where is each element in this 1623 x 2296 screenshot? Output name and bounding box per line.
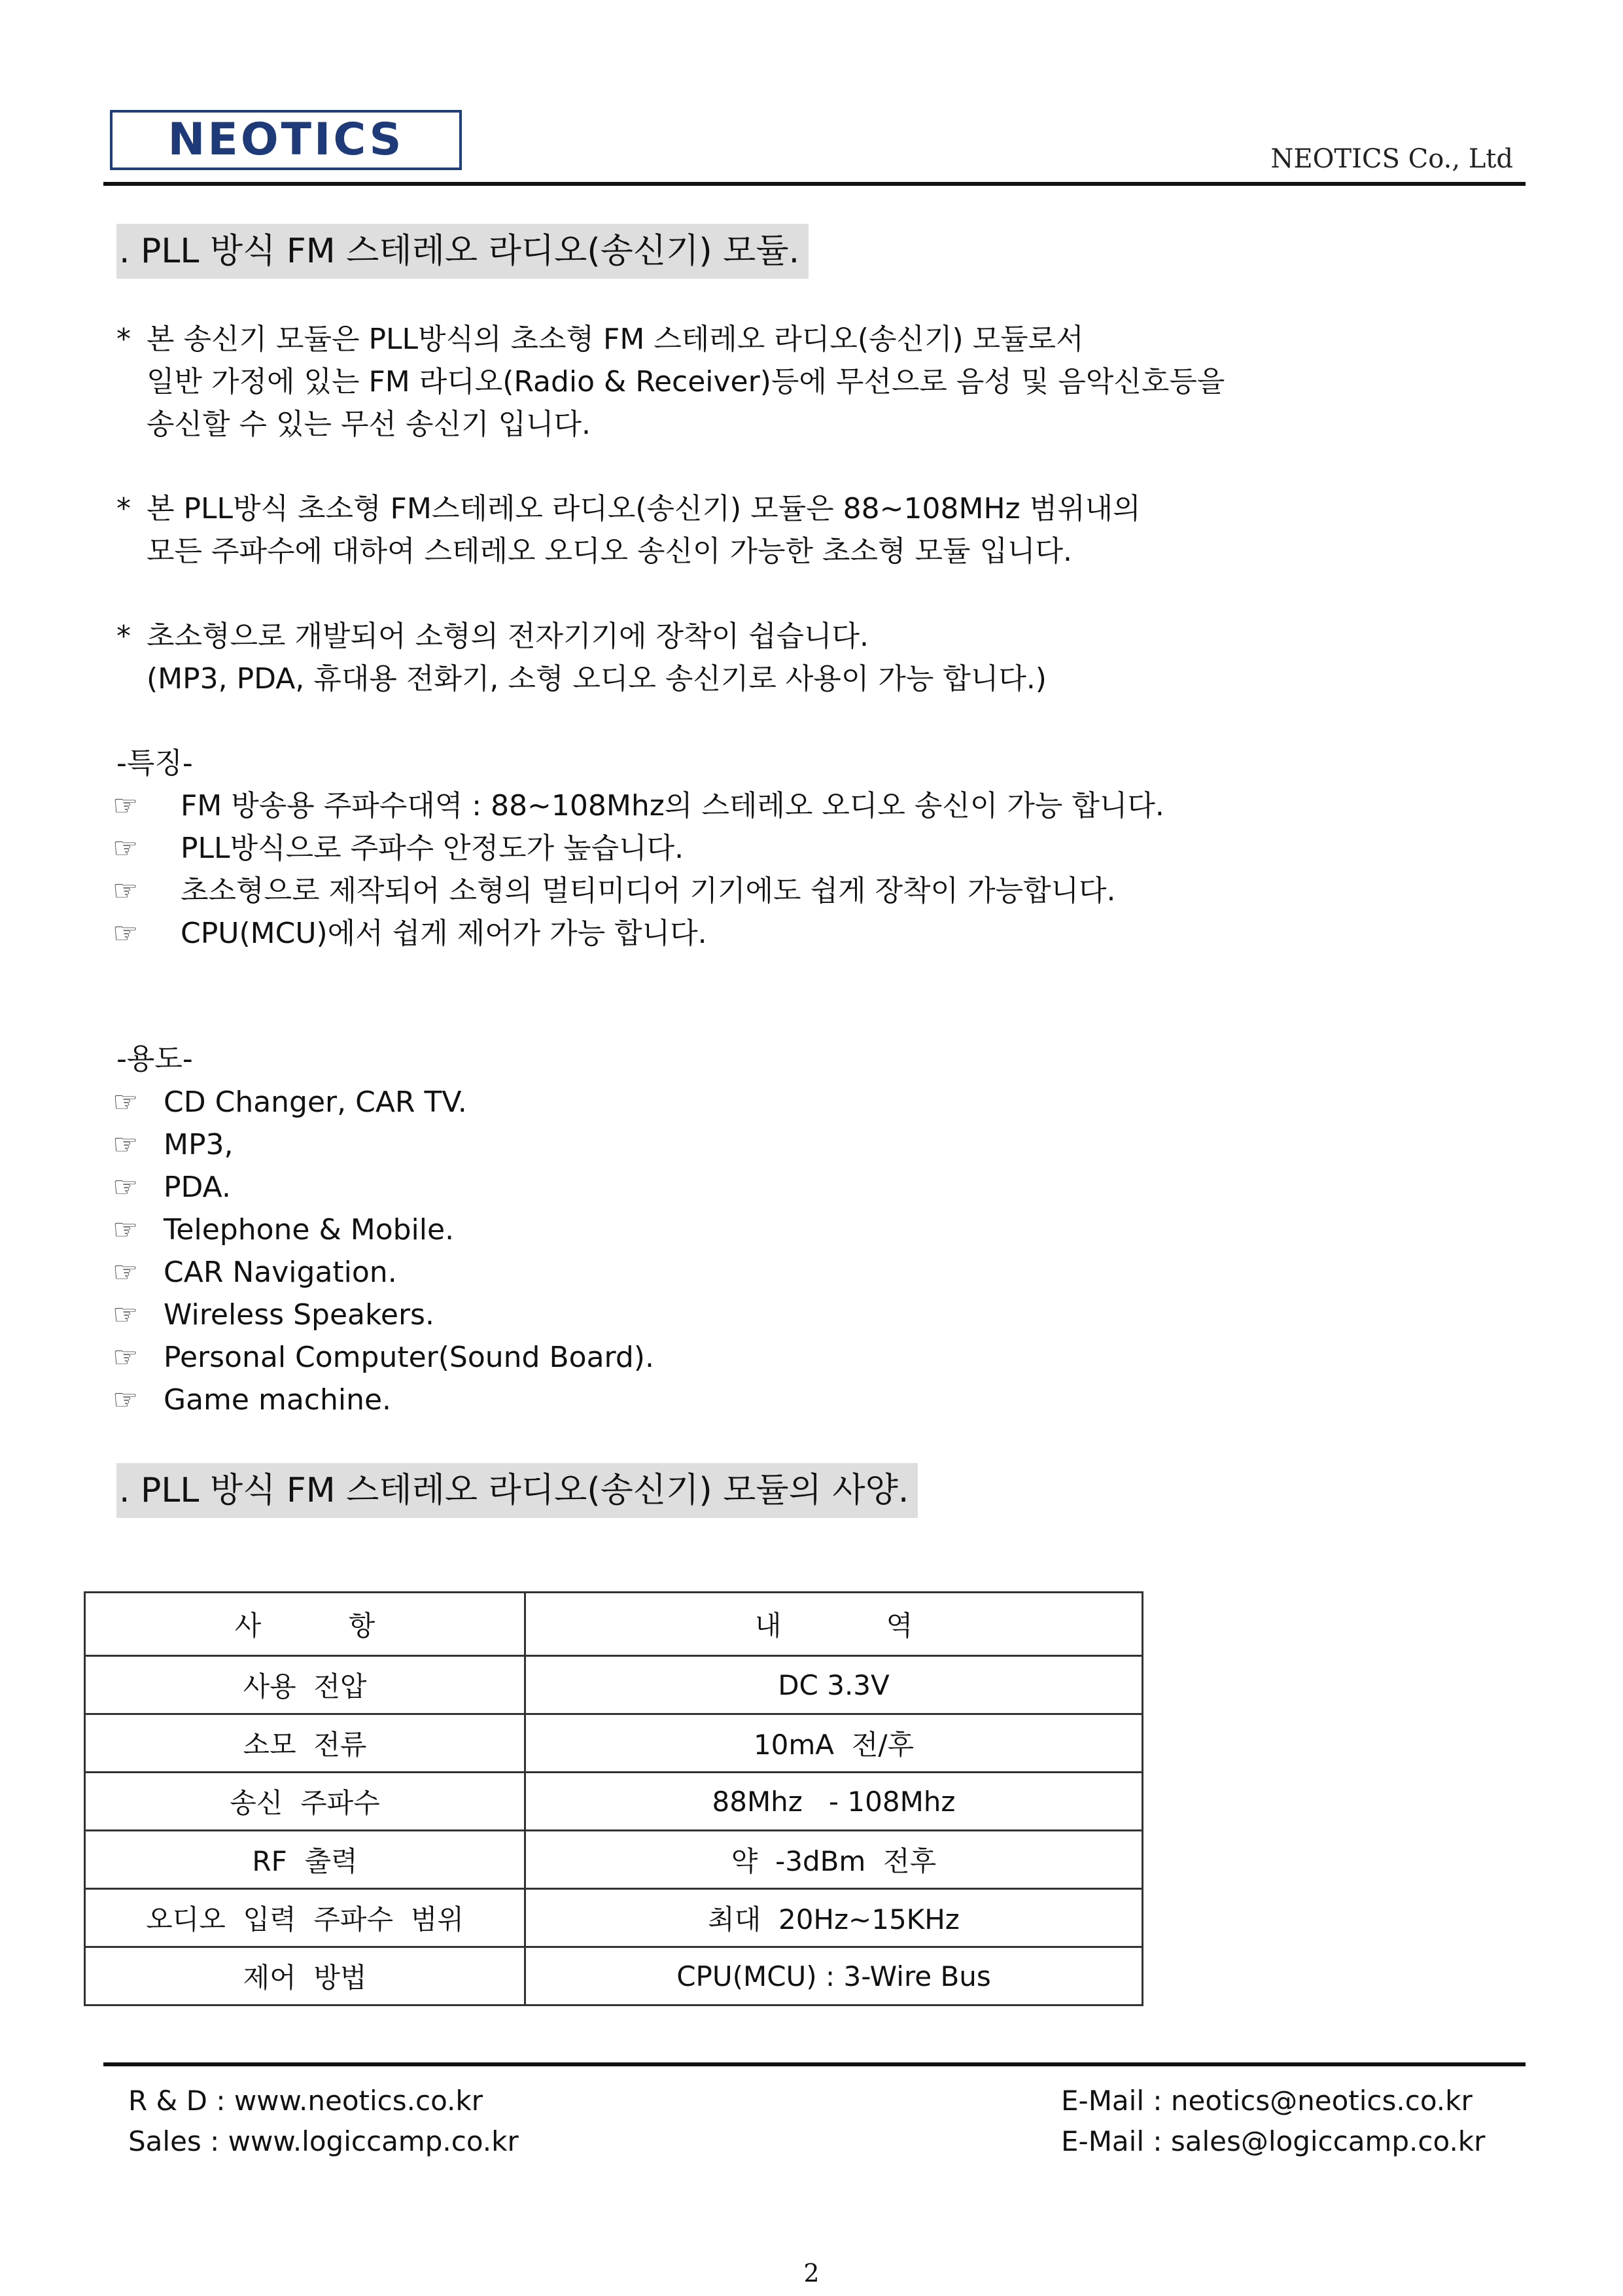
- features-heading: -특징-: [116, 747, 193, 780]
- table-row: [85, 1714, 1143, 1773]
- table-cell-item: 송신 주파수: [85, 1773, 525, 1831]
- list-item-text: PLL방식으로 주파수 안정도가 높습니다.: [181, 832, 684, 865]
- uses-heading: -용도-: [116, 1042, 193, 1076]
- table-header-row: [85, 1593, 1143, 1656]
- page-number: 2: [803, 2259, 820, 2287]
- table-cell-detail: 약 -3dBm 전후: [525, 1831, 1143, 1889]
- paragraph-line: 일반 가정에 있는 FM 라디오(Radio & Receiver)등에 무선으로 음성 및 음악신호등을: [147, 365, 1225, 398]
- list-item: [113, 1123, 654, 1166]
- pointing-hand-icon: ☞: [113, 874, 139, 908]
- paragraph-line: 모든 주파수에 대하여 스테레오 오디오 송신이 가능한 초소형 모듈 입니다.: [147, 535, 1072, 568]
- list-item-text: 초소형으로 제작되어 소형의 멀티미디어 기기에도 쉽게 장착이 가능합니다.: [181, 874, 1116, 908]
- table-row: [85, 1831, 1143, 1889]
- list-item-text: CD Changer, CAR TV.: [164, 1086, 467, 1119]
- pointing-hand-icon: ☞: [113, 917, 139, 950]
- header-rule: [103, 182, 1526, 186]
- pointing-hand-icon: ☞: [113, 1341, 139, 1374]
- asterisk-bullet: *: [116, 492, 131, 525]
- footer-sales-link[interactable]: Sales : www.logiccamp.co.kr: [128, 2125, 519, 2157]
- paragraph-line: 본 송신기 모듈은 PLL방식의 초소형 FM 스테레오 라디오(송신기) 모듈로서: [147, 323, 1084, 356]
- list-item-text: PDA.: [164, 1171, 231, 1204]
- intro-paragraph-2: [116, 487, 1523, 573]
- pointing-hand-icon: ☞: [113, 1213, 139, 1246]
- paragraph-line: 초소형으로 개발되어 소형의 전자기기에 장착이 쉽습니다.: [147, 620, 869, 653]
- footer-rd-link[interactable]: R & D : www.neotics.co.kr: [128, 2085, 483, 2117]
- paragraph-line: 송신할 수 있는 무선 송신기 입니다.: [147, 408, 591, 441]
- list-item-text: CAR Navigation.: [164, 1256, 397, 1289]
- section-title-specifications: . PLL 방식 FM 스테레오 라디오(송신기) 모듈의 사양.: [116, 1463, 918, 1518]
- intro-paragraph-1: [116, 318, 1523, 446]
- footer-email-neotics[interactable]: E-Mail : neotics@neotics.co.kr: [1061, 2085, 1473, 2117]
- table-cell-item: 사용 전압: [85, 1656, 525, 1714]
- pointing-hand-icon: ☞: [113, 1298, 139, 1332]
- table-row: [85, 1773, 1143, 1831]
- uses-list: [113, 1081, 654, 1421]
- table-cell-detail: DC 3.3V: [525, 1656, 1143, 1714]
- footer-email-sales[interactable]: E-Mail : sales@logiccamp.co.kr: [1061, 2125, 1486, 2157]
- list-item-text: Personal Computer(Sound Board).: [164, 1341, 654, 1374]
- company-name: NEOTICS Co., Ltd: [1270, 144, 1513, 174]
- list-item: [113, 1294, 654, 1336]
- list-item: [113, 1251, 654, 1294]
- table-cell-detail: CPU(MCU) : 3-Wire Bus: [525, 1947, 1143, 2005]
- asterisk-bullet: *: [116, 620, 131, 653]
- list-item-text: MP3,: [164, 1128, 234, 1161]
- table-cell-item: 제어 방법: [85, 1947, 525, 2005]
- list-item: [113, 1336, 654, 1379]
- list-item: [113, 785, 1164, 827]
- table-row: [85, 1947, 1143, 2005]
- pointing-hand-icon: ☞: [113, 1086, 139, 1119]
- pointing-hand-icon: ☞: [113, 832, 139, 865]
- pointing-hand-icon: ☞: [113, 789, 139, 822]
- section-title-overview: . PLL 방식 FM 스테레오 라디오(송신기) 모듈.: [116, 224, 809, 279]
- intro-paragraph-3: [116, 615, 1523, 700]
- logo-text: NEOTICS: [167, 114, 404, 166]
- asterisk-bullet: *: [116, 323, 131, 356]
- list-item-text: Telephone & Mobile.: [164, 1213, 455, 1246]
- pointing-hand-icon: ☞: [113, 1256, 139, 1289]
- list-item-text: Wireless Speakers.: [164, 1298, 434, 1332]
- list-item-text: Game machine.: [164, 1383, 392, 1417]
- table-cell-item: 소모 전류: [85, 1714, 525, 1773]
- table-cell-detail: 최대 20Hz~15KHz: [525, 1889, 1143, 1947]
- table-row: [85, 1889, 1143, 1947]
- list-item: [113, 1209, 654, 1251]
- list-item: [113, 1379, 654, 1421]
- pointing-hand-icon: ☞: [113, 1383, 139, 1417]
- list-item: [113, 1166, 654, 1209]
- list-item: [113, 1081, 654, 1123]
- table-cell-detail: 88Mhz - 108Mhz: [525, 1773, 1143, 1831]
- list-item-text: FM 방송용 주파수대역 : 88~108Mhz의 스테레오 오디오 송신이 가능 합니다.: [181, 789, 1164, 822]
- list-item: [113, 870, 1164, 912]
- table-cell-item: RF 출력: [85, 1831, 525, 1889]
- features-list: [113, 785, 1164, 955]
- paragraph-line: 본 PLL방식 초소형 FM스테레오 라디오(송신기) 모듈은 88~108MHz 범위내의: [147, 492, 1141, 525]
- list-item: [113, 912, 1164, 955]
- table-cell-detail: 10mA 전/후: [525, 1714, 1143, 1773]
- pointing-hand-icon: ☞: [113, 1171, 139, 1204]
- paragraph-line: (MP3, PDA, 휴대용 전화기, 소형 오디오 송신기로 사용이 가능 합니다.): [147, 662, 1047, 696]
- column-header-item: 사 항: [85, 1593, 525, 1656]
- list-item-text: CPU(MCU)에서 쉽게 제어가 가능 합니다.: [181, 917, 707, 950]
- table-row: [85, 1656, 1143, 1714]
- neotics-logo: [110, 110, 462, 170]
- list-item: [113, 827, 1164, 870]
- pointing-hand-icon: ☞: [113, 1128, 139, 1161]
- footer-rule: [103, 2062, 1526, 2066]
- spec-table: [84, 1591, 1143, 2006]
- table-cell-item: 오디오 입력 주파수 범위: [85, 1889, 525, 1947]
- column-header-detail: 내 역: [525, 1593, 1143, 1656]
